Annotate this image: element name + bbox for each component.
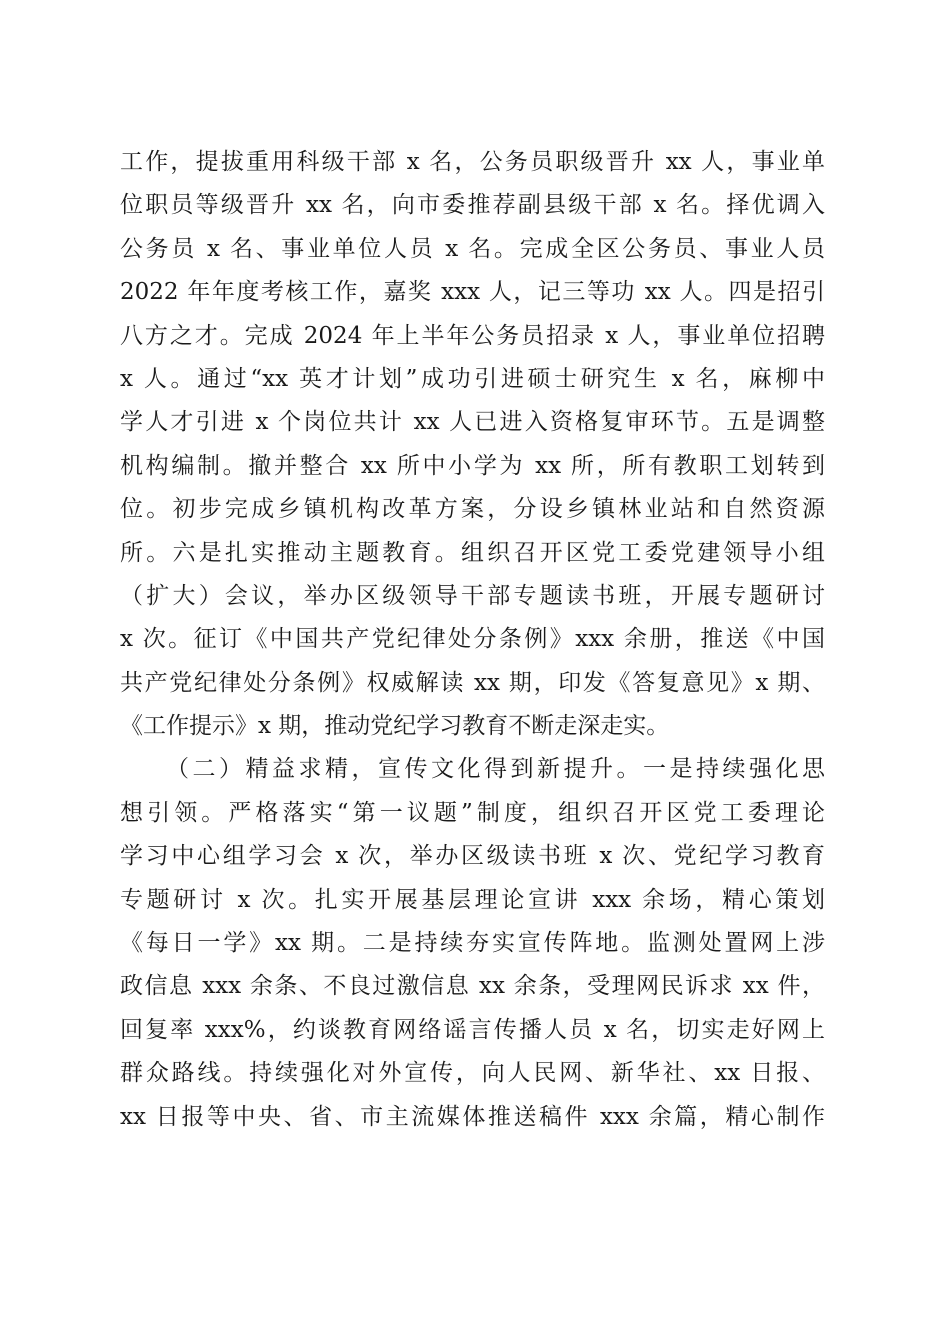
- text-line: 所。六是扎实推动主题教育。组织召开区党工委党建领导小组: [120, 539, 825, 566]
- text-line: x 次。征订《中国共产党纪律处分条例》xxx 余册，推送《中国: [120, 626, 825, 653]
- text-line: 学习中心组学习会 x 次，举办区级读书班 x 次、党纪学习教育: [120, 843, 825, 870]
- text-line: 政信息 xxx 余条、不良过激信息 xx 余条，受理网民诉求 xx 件，: [120, 973, 825, 1000]
- text-line: 专题研讨 x 次。扎实开展基层理论宣讲 xxx 余场，精心策划: [120, 886, 825, 913]
- text-line: xx 日报等中央、省、市主流媒体推送稿件 xxx 余篇，精心制作: [120, 1103, 825, 1130]
- text-line: 工作，提拔重用科级干部 x 名，公务员职级晋升 xx 人，事业单: [120, 149, 825, 175]
- text-line: 共产党纪律处分条例》权威解读 xx 期，印发《答复意见》x 期、: [120, 669, 825, 696]
- text-line: 公务员 x 名、事业单位人员 x 名。完成全区公务员、事业人员: [120, 235, 825, 262]
- text-line: 群众路线。持续强化对外宣传，向人民网、新华社、xx 日报、: [120, 1060, 825, 1087]
- text-line: 想引领。严格落实“第一议题”制度，组织召开区党工委理论: [120, 799, 825, 826]
- text-line: 位。初步完成乡镇机构改革方案，分设乡镇林业站和自然资源: [120, 496, 825, 523]
- text-line: 学人才引进 x 个岗位共计 xx 人已进入资格复审环节。五是调整: [120, 409, 825, 436]
- text-line: 位职员等级晋升 xx 名，向市委推荐副县级干部 x 名。择优调入: [120, 192, 825, 219]
- text-line: 八方之才。完成 2024 年上半年公务员招录 x 人，事业单位招聘: [120, 322, 825, 349]
- text-line: 《每日一学》xx 期。二是持续夯实宣传阵地。监测处置网上涉: [120, 930, 825, 957]
- text-line: x 人。通过“xx 英才计划”成功引进硕士研究生 x 名，麻柳中: [120, 365, 825, 392]
- text-line: 2022 年年度考核工作，嘉奖 xxx 人，记三等功 xx 人。四是招引: [120, 279, 825, 306]
- section-heading-line: （二）精益求精，宣传文化得到新提升。一是持续强化思: [166, 756, 825, 783]
- text-line: 回复率 xxx%，约谈教育网络谣言传播人员 x 名，切实走好网上: [120, 1016, 825, 1043]
- body-text: [120, 141, 825, 1139]
- text-line: （扩大）会议，举办区级领导干部专题读书班，开展专题研讨: [120, 582, 825, 609]
- text-line: 机构编制。撤并整合 xx 所中小学为 xx 所，所有教职工划转到: [120, 452, 825, 479]
- paragraph-end-line: 《工作提示》x 期，推动党纪学习教育不断走深走实。: [120, 713, 670, 740]
